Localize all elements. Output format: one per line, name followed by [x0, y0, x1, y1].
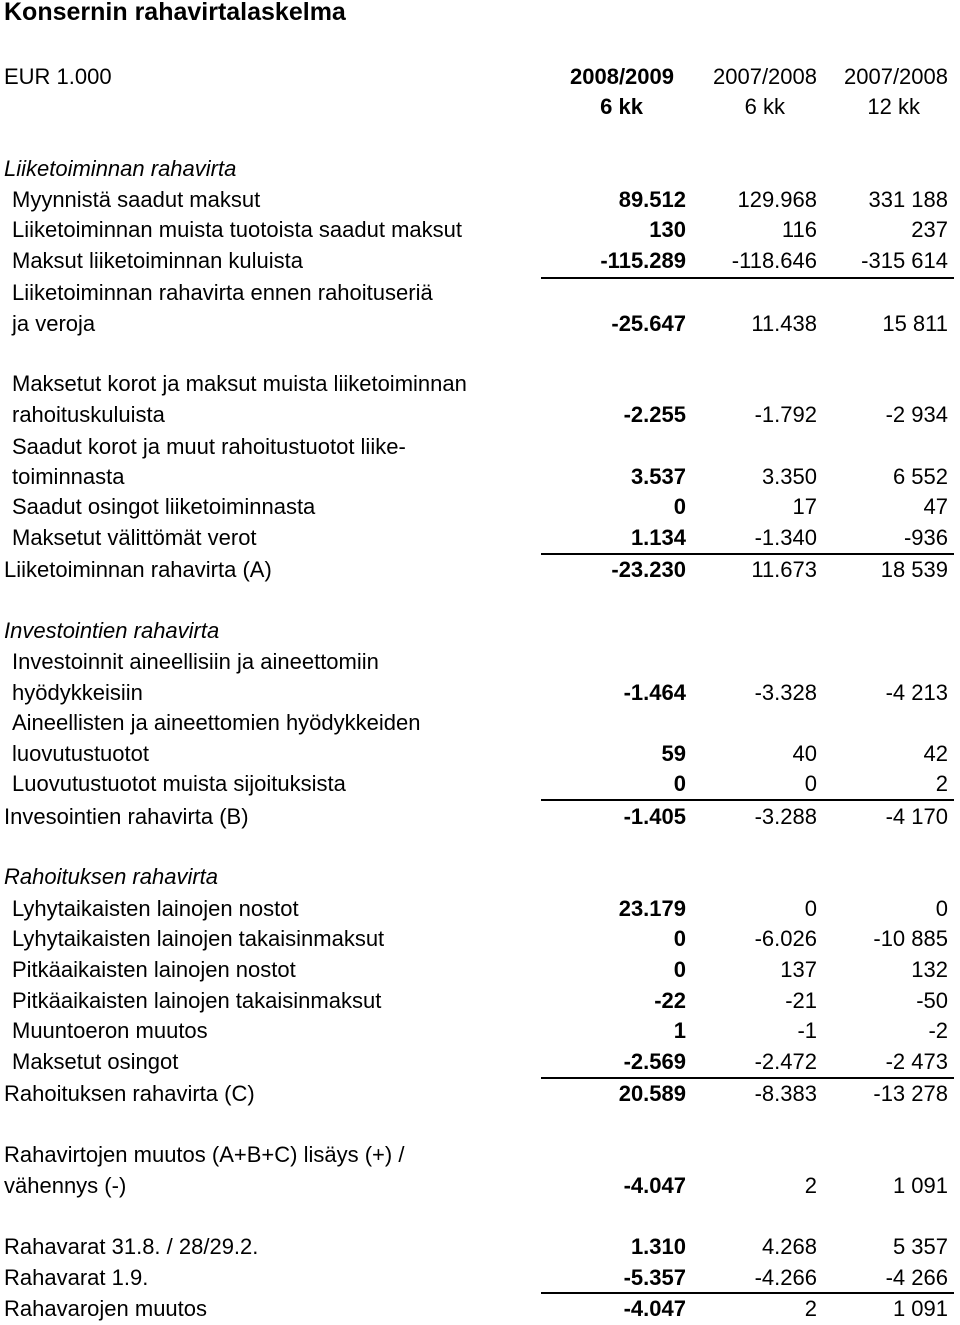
value-2008-2009: -4.047 [623, 1173, 686, 1198]
table-row [0, 955, 960, 985]
value-2007-2008-6kk: 4.268 [761, 1234, 817, 1259]
value-2008-2009: -2.255 [623, 402, 686, 427]
value-2007-2008-6kk: 11.438 [751, 311, 817, 336]
table-row [0, 1263, 960, 1293]
value-2007-2008-6kk: 3.350 [761, 464, 817, 489]
value-2007-2008-6kk: -1 [797, 1018, 817, 1043]
value-2007-2008-12kk: -936 [903, 525, 948, 550]
value-2007-2008-12kk: 132 [911, 957, 948, 982]
table-row [0, 462, 960, 492]
row-label: Myynnistä saadut maksut [12, 187, 261, 212]
value-2008-2009: -22 [654, 988, 686, 1013]
row-label: Lyhytaikaisten lainojen nostot [12, 896, 299, 921]
value-2007-2008-12kk: 0 [935, 896, 948, 921]
value-2007-2008-6kk: 0 [804, 896, 817, 921]
value-2008-2009: 89.512 [618, 187, 686, 212]
row-label: Investoinnit aineellisiin ja aineettomiin [12, 649, 379, 674]
value-2007-2008-6kk: -8.383 [754, 1081, 817, 1106]
row-label: Maksetut osingot [12, 1049, 179, 1074]
value-2007-2008-12kk: 6 552 [892, 464, 948, 489]
row-label: luovutustuotot [12, 741, 149, 766]
value-2007-2008-12kk: -13 278 [873, 1081, 948, 1106]
row-label: rahoituskuluista [12, 402, 165, 427]
row-label: Pitkäaikaisten lainojen nostot [12, 957, 296, 982]
col3-header-length: 12 kk [867, 94, 920, 119]
row-label: Saadut korot ja muut rahoitustuotot liike- [12, 434, 406, 459]
value-2008-2009: 0 [673, 957, 686, 982]
table-row [0, 246, 960, 276]
value-2007-2008-12kk: -315 614 [861, 248, 948, 273]
row-label: ja veroja [12, 311, 96, 336]
table-row [0, 924, 960, 954]
value-2007-2008-6kk: 11.673 [751, 557, 817, 582]
section-title: Liiketoiminnan rahavirta [4, 156, 237, 181]
row-label: Saadut osingot liiketoiminnasta [12, 494, 316, 519]
value-2007-2008-6kk: -21 [785, 988, 817, 1013]
total-row [0, 1294, 960, 1324]
value-2007-2008-6kk: 0 [804, 771, 817, 796]
table-row [0, 1016, 960, 1046]
total-row [0, 555, 960, 585]
value-2007-2008-12kk: -10 885 [873, 926, 948, 951]
value-2007-2008-6kk: 116 [781, 217, 817, 242]
table-row [0, 185, 960, 215]
value-2008-2009: 1.134 [630, 525, 686, 550]
value-2008-2009: -115.289 [600, 248, 686, 273]
value-2008-2009: -5.357 [623, 1265, 686, 1290]
page-title: Konsernin rahavirtalaskelma [4, 0, 346, 26]
table-row [0, 1047, 960, 1077]
value-2007-2008-6kk: 2 [804, 1296, 817, 1321]
value-2007-2008-12kk: 237 [911, 217, 948, 242]
table-row-label-line1 [0, 278, 960, 308]
total-row [0, 802, 960, 832]
row-label: Invesointien rahavirta (B) [4, 804, 249, 829]
col1-header-period: 2008/2009 [570, 64, 674, 89]
value-2007-2008-6kk: 129.968 [737, 187, 817, 212]
unit-label: EUR 1.000 [4, 64, 112, 89]
value-2008-2009: 1 [673, 1018, 686, 1043]
row-label: Rahoituksen rahavirta (C) [4, 1081, 255, 1106]
value-2008-2009: -1.464 [623, 680, 686, 705]
value-2007-2008-12kk: -4 213 [885, 680, 948, 705]
value-2007-2008-6kk: -2.472 [754, 1049, 817, 1074]
value-2008-2009: -2.569 [623, 1049, 686, 1074]
value-2007-2008-6kk: -1.792 [754, 402, 817, 427]
table-row [0, 894, 960, 924]
row-label: Pitkäaikaisten lainojen takaisinmaksut [12, 988, 382, 1013]
section-heading-operating [0, 154, 960, 184]
row-label: hyödykkeisiin [12, 680, 143, 705]
value-2007-2008-12kk: -2 [928, 1018, 948, 1043]
total-row [0, 1171, 960, 1201]
row-label: Rahavarat 31.8. / 28/29.2. [4, 1234, 259, 1259]
value-2007-2008-6kk: 137 [780, 957, 817, 982]
row-label: Maksetut välittömät verot [12, 525, 257, 550]
table-row-label-line1 [0, 1140, 960, 1170]
section-title: Rahoituksen rahavirta [4, 864, 219, 889]
row-label: Aineellisten ja aineettomien hyödykkeiden [12, 710, 421, 735]
col2-header-period: 2007/2008 [713, 64, 817, 89]
col1-header-length: 6 kk [600, 94, 643, 119]
value-2008-2009: 0 [673, 771, 686, 796]
table-row-label-line1 [0, 432, 960, 462]
value-2008-2009: 3.537 [630, 464, 686, 489]
value-2007-2008-12kk: 331 188 [868, 187, 948, 212]
row-label: Liiketoiminnan muista tuotoista saadut maksut [12, 217, 463, 242]
subtotal-rule [541, 799, 954, 801]
table-row-label-line1 [0, 369, 960, 399]
value-2007-2008-6kk: 40 [792, 741, 817, 766]
row-label: Rahavirtojen muutos (A+B+C) lisäys (+) / [4, 1142, 405, 1167]
value-2008-2009: 0 [673, 494, 686, 519]
value-2007-2008-6kk: 2 [804, 1173, 817, 1198]
row-label: toiminnasta [12, 464, 125, 489]
value-2007-2008-12kk: -50 [916, 988, 948, 1013]
section-title: Investointien rahavirta [4, 618, 220, 643]
table-row [0, 309, 960, 339]
value-2007-2008-12kk: 15 811 [882, 311, 948, 336]
table-row-label-line1 [0, 647, 960, 677]
value-2007-2008-6kk: -6.026 [754, 926, 817, 951]
value-2007-2008-12kk: 42 [923, 741, 948, 766]
table-row [0, 400, 960, 430]
total-row [0, 1079, 960, 1109]
value-2008-2009: -1.405 [623, 804, 686, 829]
row-label: Maksut liiketoiminnan kuluista [12, 248, 304, 273]
value-2007-2008-6kk: -3.288 [754, 804, 817, 829]
table-row [0, 1232, 960, 1262]
value-2007-2008-6kk: -118.646 [731, 248, 817, 273]
value-2008-2009: 23.179 [618, 896, 686, 921]
value-2007-2008-12kk: 47 [923, 494, 948, 519]
row-label: Liiketoiminnan rahavirta ennen rahoituseriä [12, 280, 433, 305]
value-2007-2008-12kk: -4 170 [885, 804, 948, 829]
table-row [0, 769, 960, 799]
row-label: Liiketoiminnan rahavirta (A) [4, 557, 272, 582]
section-heading-financing [0, 862, 960, 892]
value-2007-2008-12kk: 2 [935, 771, 948, 796]
row-label: Muuntoeron muutos [12, 1018, 208, 1043]
row-label: Lyhytaikaisten lainojen takaisinmaksut [12, 926, 385, 951]
table-row-label-line1 [0, 708, 960, 738]
table-row [0, 678, 960, 708]
value-2007-2008-6kk: -4.266 [754, 1265, 817, 1290]
table-row [0, 739, 960, 769]
row-label: vähennys (-) [4, 1173, 127, 1198]
row-label: Maksetut korot ja maksut muista liiketoiminnan [12, 371, 467, 396]
table-row [0, 523, 960, 553]
value-2007-2008-12kk: -4 266 [885, 1265, 948, 1290]
value-2008-2009: 130 [649, 217, 686, 242]
value-2007-2008-12kk: 5 357 [892, 1234, 948, 1259]
value-2007-2008-6kk: -3.328 [754, 680, 817, 705]
value-2008-2009: 59 [661, 741, 686, 766]
value-2007-2008-12kk: -2 934 [885, 402, 948, 427]
value-2007-2008-12kk: 18 539 [880, 557, 948, 582]
col3-header-period: 2007/2008 [844, 64, 948, 89]
value-2008-2009: 0 [673, 926, 686, 951]
value-2008-2009: 20.589 [618, 1081, 686, 1106]
table-row [0, 492, 960, 522]
value-2008-2009: -25.647 [611, 311, 686, 336]
value-2008-2009: 1.310 [630, 1234, 686, 1259]
col2-header-length: 6 kk [744, 94, 785, 119]
value-2007-2008-12kk: 1 091 [892, 1296, 948, 1321]
value-2007-2008-6kk: -1.340 [754, 525, 817, 550]
value-2008-2009: -4.047 [623, 1296, 686, 1321]
table-row [0, 215, 960, 245]
section-heading-investing [0, 616, 960, 646]
value-2008-2009: -23.230 [611, 557, 686, 582]
value-2007-2008-12kk: 1 091 [892, 1173, 948, 1198]
row-label: Luovutustuotot muista sijoituksista [12, 771, 346, 796]
value-2007-2008-12kk: -2 473 [885, 1049, 948, 1074]
row-label: Rahavarat 1.9. [4, 1265, 149, 1290]
row-label: Rahavarojen muutos [4, 1296, 208, 1321]
value-2007-2008-6kk: 17 [792, 494, 817, 519]
table-row [0, 986, 960, 1016]
